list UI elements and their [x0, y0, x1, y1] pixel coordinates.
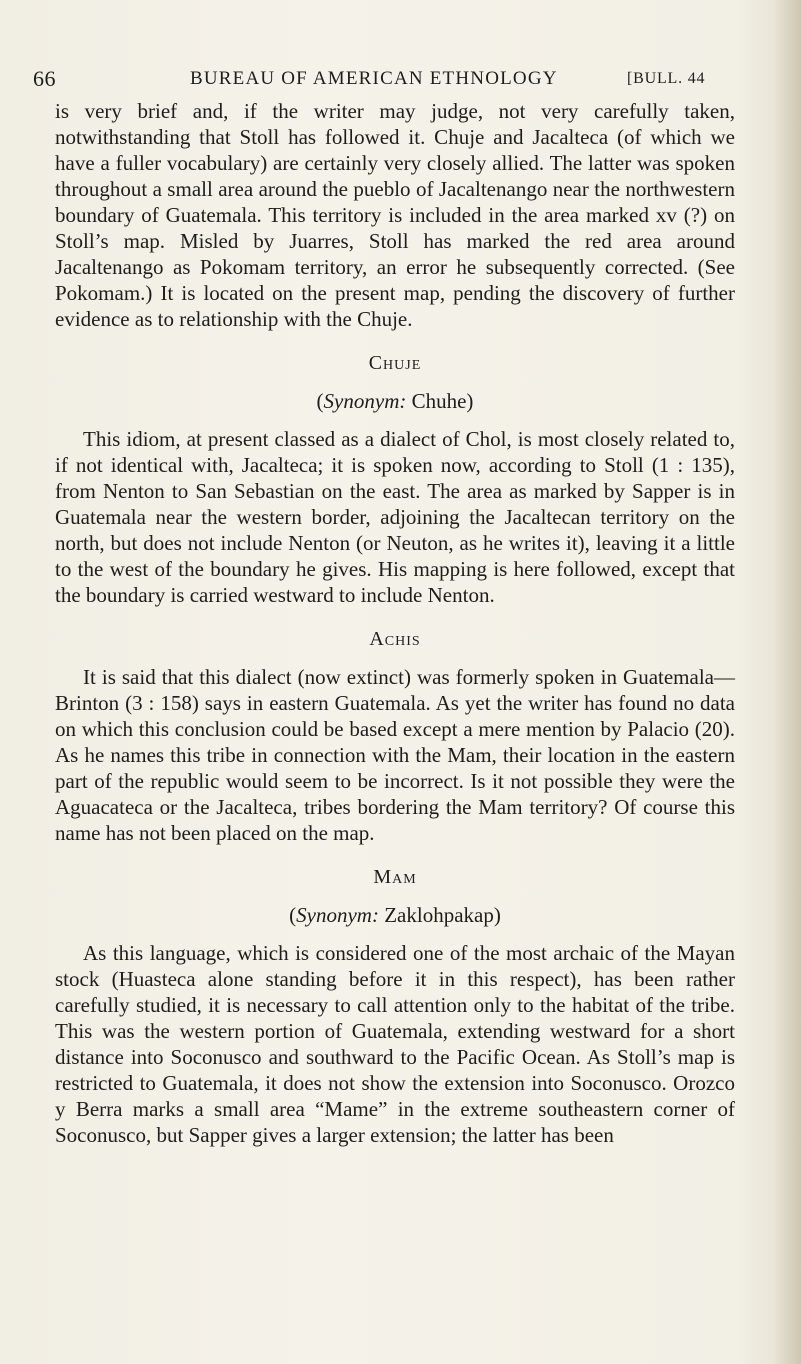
- page-number: 66: [33, 66, 56, 91]
- synonym-line-mam: [55, 902, 735, 928]
- bulletin-number: [BULL. 44: [627, 70, 706, 87]
- mam-paragraph: As this language, which is considered one of the most archaic of the Mayan stock (Huasteca alone standing before it in this respect), has been rather carefully studied, it is necessary to call attention only to the habitat of the tribe. This was the western portion of Guatemala, extending westward for a short distance into Soconusco and southward to the Pacific Ocean. As Stoll’s map is restricted to Guatemala, it does not show the extension into Soconusco. Orozco y Berra marks a small area “Mame” in the extreme southeastern corner of Soconusco, but Sapper gives a larger extension; the latter has been: [55, 941, 735, 1147]
- synonym-label: Synonym:: [323, 389, 407, 413]
- section-heading-mam: Mam: [373, 866, 417, 888]
- page-edge-shadow: [773, 0, 801, 1364]
- synonym-value: Chuhe): [411, 389, 474, 413]
- synonym-line-chuje: [55, 388, 735, 414]
- chuje-paragraph: This idiom, at present classed as a dialect of Chol, is most closely related to, if not identical with, Jacalteca; it is spoken now, according to Stoll (1 : 135), from Nenton to San Sebastian on the east. The area as marked by Sapper is in Guatemala near the western border, adjoining the Jacaltecan territory on the north, but does not include Nenton (or Neuton, as he writes it), leaving it a little to the west of the boundary he gives. His mapping is here followed, except that the boundary is carried westward to include Nenton.: [55, 427, 735, 607]
- intro-paragraph: is very brief and, if the writer may judge, not very carefully taken, notwithstanding that Stoll has followed it. Chuje and Jacalteca (of which we have a fuller vocabulary) are certainly very closely allied. The latter was spoken throughout a small area around the pueblo of Jacaltenango near the northwestern boundary of Guatemala. This territory is included in the area marked xv (?) on Stoll’s map. Misled by Juarres, Stoll has marked the red area around Jacaltenango as Pokomam territory, an error he subsequently corrected. (See Pokomam.) It is located on the present map, pending the discovery of further evidence as to relationship with the Chuje.: [55, 99, 735, 331]
- running-head-title: BUREAU OF AMERICAN ETHNOLOGY: [190, 68, 558, 89]
- synonym-value: Zaklohpakap): [384, 903, 501, 927]
- synonym-open-paren: (: [316, 389, 324, 413]
- section-heading-achis: Achis: [369, 628, 421, 650]
- body-text: [55, 98, 735, 1148]
- synonym-label: Synonym:: [296, 903, 379, 927]
- synonym-open-paren: (: [289, 903, 297, 927]
- section-heading-chuje: Chuje: [368, 352, 422, 374]
- achis-paragraph: It is said that this dialect (now extinct) was formerly spoken in Guatemala—Brinton (3 : 158) says in eastern Guatemala. As yet the writer has found no data on which this conclusion could be based except a mere mention by Palacio (20). As he names this tribe in connection with the Mam, their location in the eastern part of the republic would seem to be incorrect. Is it not possible they were the Aguacateca or the Jacalteca, tribes bordering the Mam territory? Of course this name has not been placed on the map.: [55, 665, 735, 845]
- running-head: [33, 66, 733, 96]
